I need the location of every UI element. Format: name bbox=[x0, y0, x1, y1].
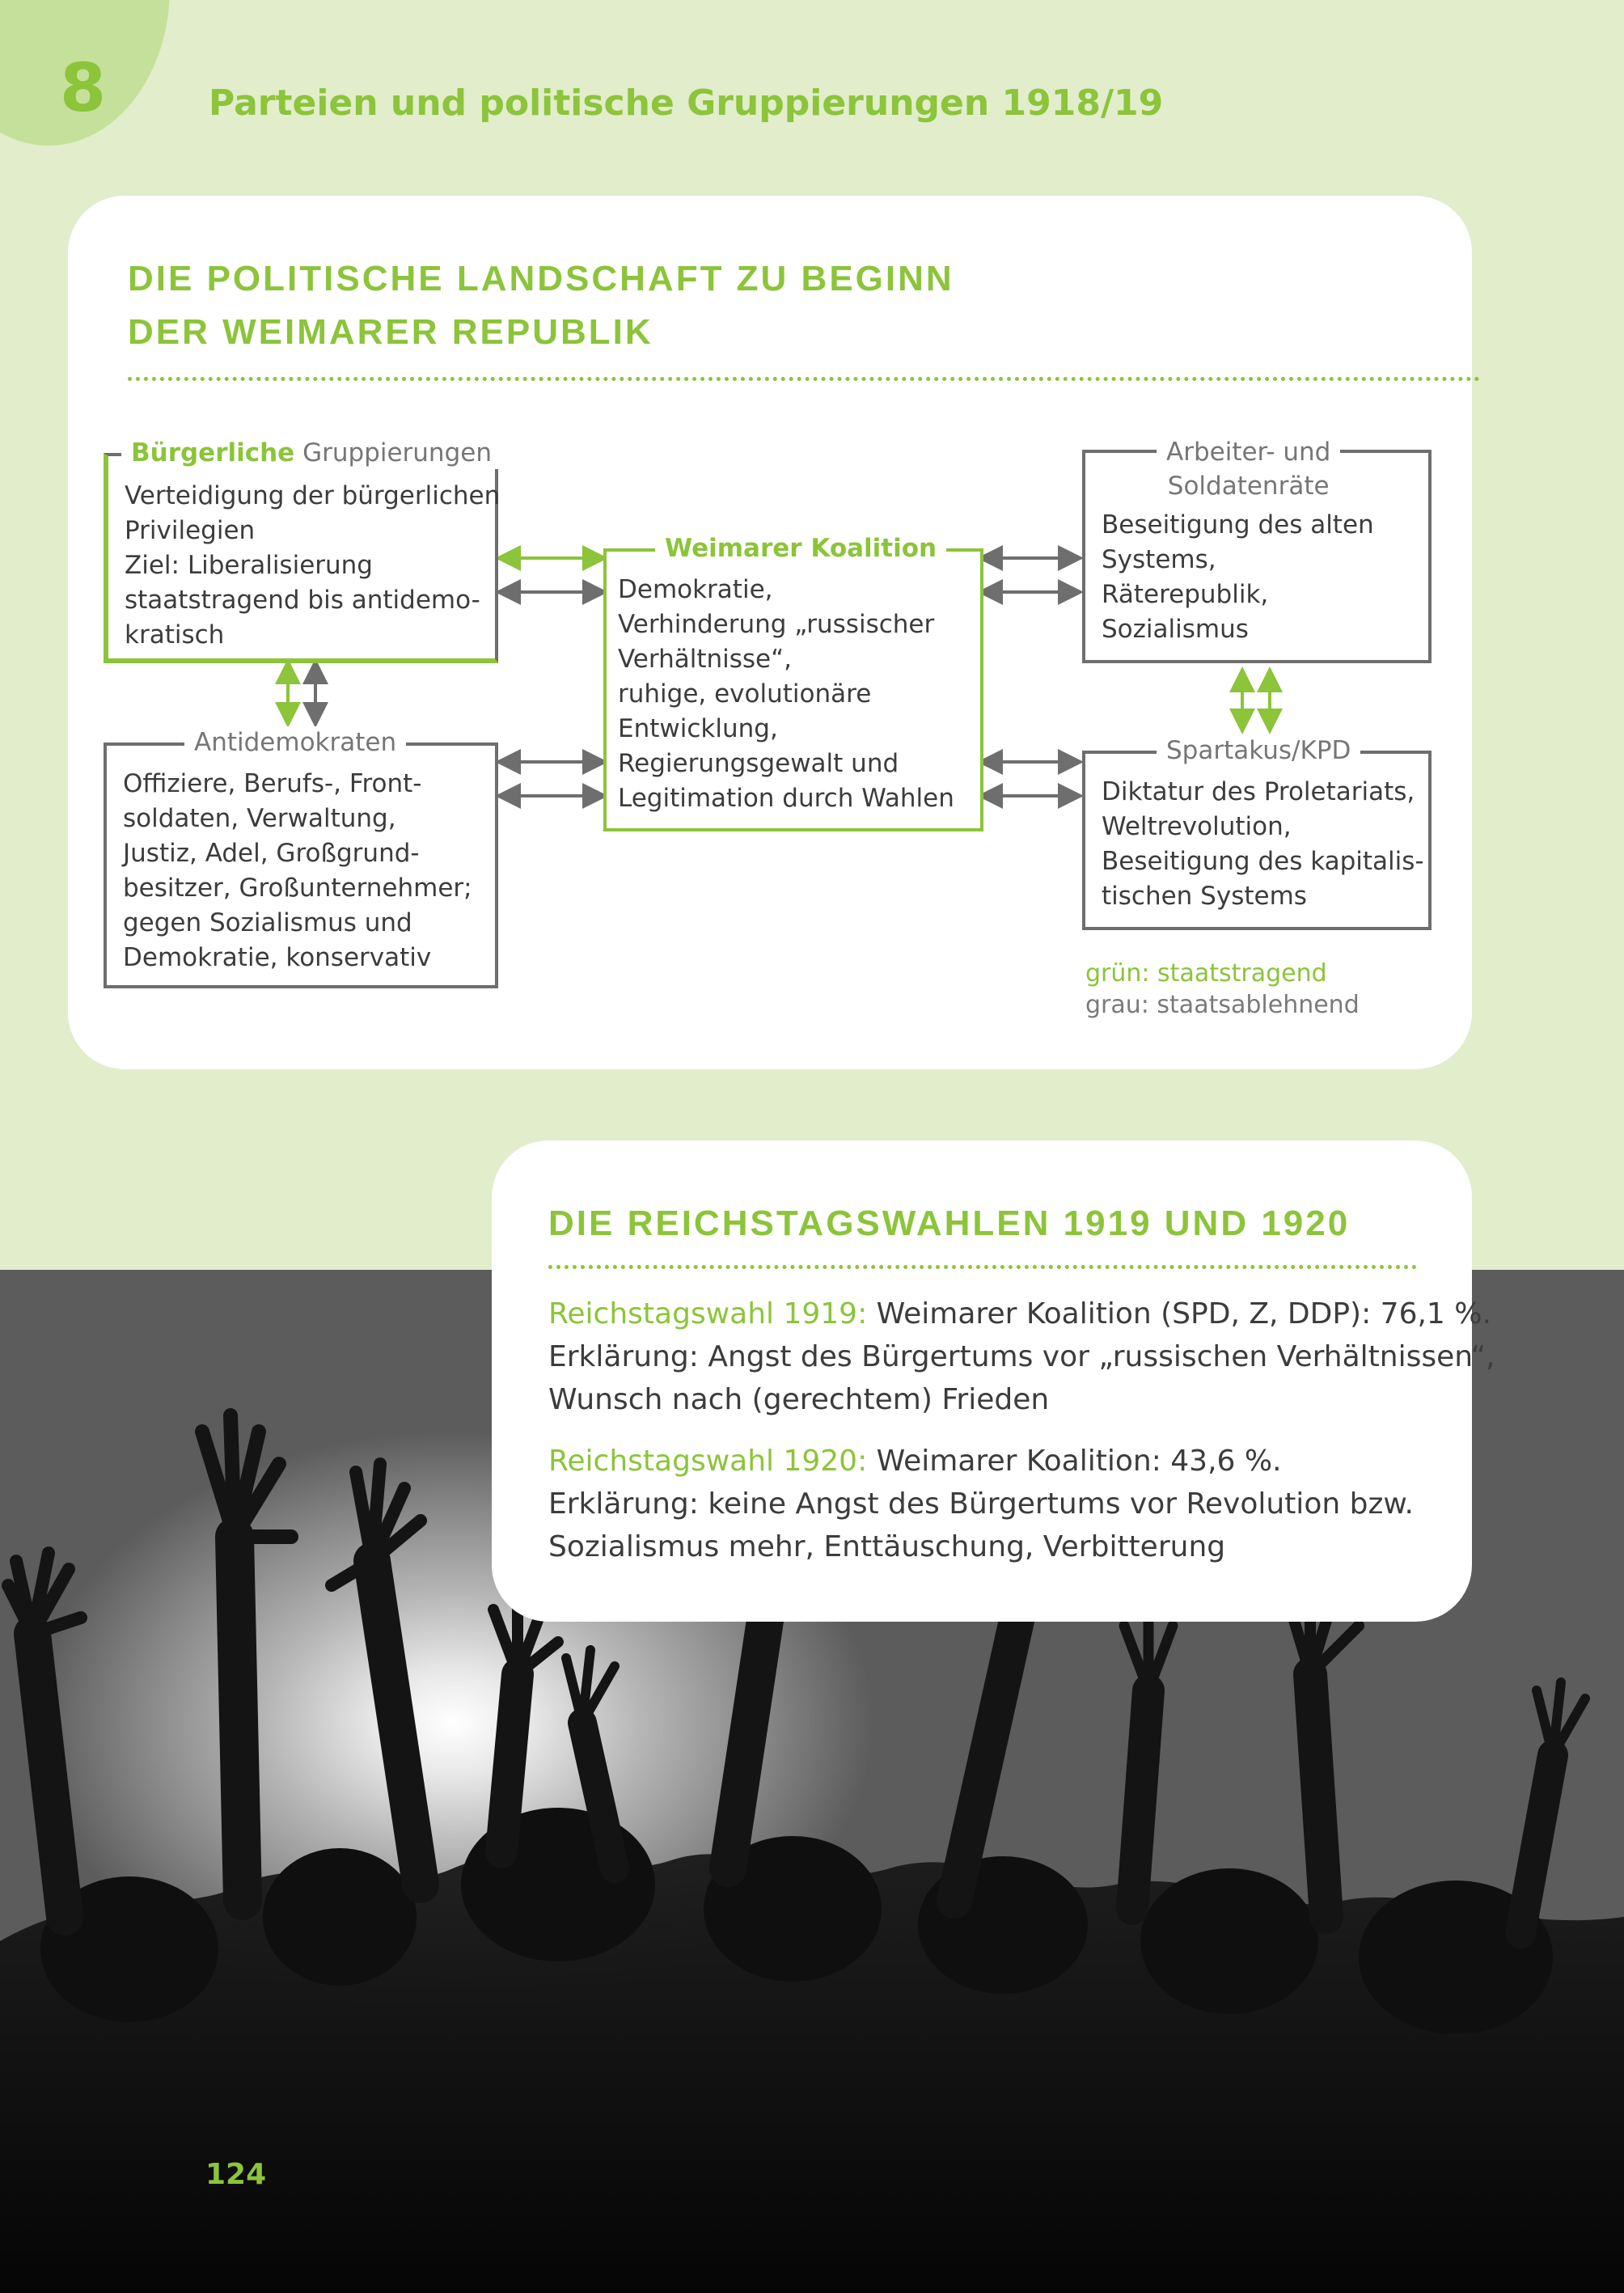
landscape-heading-line-1: DIE POLITISCHE LANDSCHAFT ZU BEGINN bbox=[128, 259, 954, 298]
legend bbox=[1085, 958, 1360, 1021]
landscape-card bbox=[68, 196, 1472, 1069]
page-number: 124 bbox=[205, 2158, 267, 2191]
box-arbeiterraete bbox=[1082, 438, 1432, 663]
legend-green: grün: staatstragend bbox=[1085, 959, 1327, 988]
box-spartakus-text: Diktatur des Proletariats, Weltrevolution, Beseitigung des kapitalis- tischen Systems bbox=[1102, 777, 1424, 911]
box-arbeiterraete-label: Arbeiter- und Soldatenräte bbox=[1157, 435, 1340, 503]
legend-gray: grau: staatsablehnend bbox=[1085, 991, 1360, 1019]
box-spartakus-label: Spartakus/KPD bbox=[1157, 734, 1360, 767]
box-antidemokraten bbox=[104, 728, 498, 988]
box-buergerliche-text: Verteidigung der bürgerlichen Privilegien Ziel: Liberalisierung staatstragend bis antidemo- kratisch bbox=[125, 481, 501, 649]
election-1919: Reichstagswahl 1919: Weimarer Koalition (SPD, Z, DDP): 76,1 %. Erklärung: Angst des Bürgertums vor „russischen Verhältnissen“, Wunsch nach (gerechtem) Frieden bbox=[548, 1297, 1495, 1416]
elections-card bbox=[492, 1140, 1495, 1622]
box-antidemokraten-text: Offiziere, Berufs-, Front- soldaten, Verwaltung, Justiz, Adel, Großgrund- besitzer, Großunternehmer; gegen Sozialismus und Demokratie, konservativ bbox=[123, 769, 472, 972]
chapter-number: 8 bbox=[60, 50, 107, 127]
box-weimarer-koalition bbox=[603, 534, 983, 831]
box-weimarer-koalition-text: Demokratie, Verhinderung „russischer Verhältnisse“, ruhige, evolutionäre Entwicklung, Regierungsgewalt und Legitimation durch Wahlen bbox=[618, 575, 954, 813]
box-spartakus bbox=[1082, 736, 1432, 930]
box-antidemokraten-label: Antidemokraten bbox=[184, 726, 406, 759]
election-1920: Reichstagswahl 1920: Weimarer Koalition: 43,6 %. Erklärung: keine Angst des Bürgertums vor Revolution bzw. Sozialismus mehr, Enttäuschung, Verbitterung bbox=[548, 1445, 1414, 1563]
box-buergerliche-label: Bürgerliche Gruppierungen bbox=[121, 437, 501, 469]
elections-heading: DIE REICHSTAGSWAHLEN 1919 UND 1920 bbox=[548, 1204, 1351, 1243]
box-weimarer-koalition-label: Weimarer Koalition bbox=[655, 532, 946, 565]
box-buergerliche bbox=[104, 438, 501, 663]
box-arbeiterraete-text: Beseitigung des alten Systems, Räterepublik, Sozialismus bbox=[1102, 510, 1374, 644]
landscape-heading-line-2: DER WEIMARER REPUBLIK bbox=[128, 312, 653, 352]
elections-divider bbox=[548, 1265, 1417, 1269]
chapter-title: Parteien und politische Gruppierungen 1918/19 bbox=[209, 82, 1164, 124]
